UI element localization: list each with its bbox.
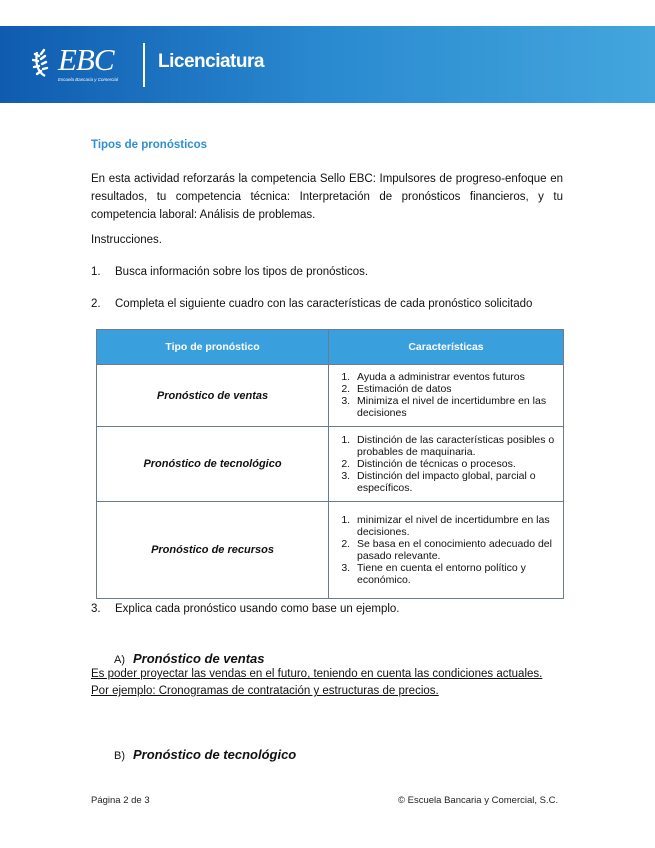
subsection-a-heading <box>114 651 264 666</box>
subsection-label: B) <box>114 750 125 762</box>
characteristics-cell <box>329 502 564 599</box>
table-row <box>97 365 564 427</box>
list-item: 1. Distinción de las características posibles o probables de maquinaria. <box>353 434 557 458</box>
list-item: 2. Se basa en el conocimiento adecuado del pasado relevante. <box>353 538 557 562</box>
characteristics-list <box>335 371 557 419</box>
list-item: 1. minimizar el nivel de incertidumbre en las decisiones. <box>353 514 557 538</box>
list-item: 2. Estimación de datos <box>353 383 557 395</box>
section-title: Tipos de pronósticos <box>91 139 208 151</box>
characteristics-cell <box>329 427 564 502</box>
table-row <box>97 427 564 502</box>
header-type: Tipo de pronóstico <box>97 330 329 365</box>
header-banner <box>0 26 655 103</box>
forecast-type: Pronóstico de recursos <box>97 502 329 599</box>
step-text: Busca información sobre los tipos de pronósticos. <box>115 266 369 278</box>
logo-subtext: Escuela Bancaria y Comercial <box>58 77 119 82</box>
subsection-label: A) <box>114 654 125 666</box>
list-item: 3. Distinción del impacto global, parcial o específicos. <box>353 470 557 494</box>
banner-title: Licenciatura <box>158 51 264 72</box>
list-item: 2. Distinción de técnicas o procesos. <box>353 458 557 470</box>
forecast-type: Pronóstico de ventas <box>97 365 329 427</box>
step-number: 3. <box>91 603 101 615</box>
logo-text: EBC <box>58 42 114 77</box>
subsection-title: Pronóstico de tecnológico <box>133 747 297 762</box>
characteristics-list <box>335 434 557 494</box>
instructions-label: Instrucciones. <box>91 234 162 246</box>
laurel-icon <box>32 46 58 78</box>
list-item: 3. Minimiza el nivel de incertidumbre en las decisiones <box>353 395 557 419</box>
step-number: 2. <box>91 298 101 310</box>
table-row <box>97 502 564 599</box>
step-text: Explica cada pronóstico usando como base un ejemplo. <box>115 603 400 615</box>
list-item: 1. Ayuda a administrar eventos futuros <box>353 371 557 383</box>
step-2 <box>91 298 532 310</box>
step-number: 1. <box>91 266 101 278</box>
step-3 <box>91 603 399 615</box>
subsection-title: Pronóstico de ventas <box>133 651 265 666</box>
list-item: 3. Tiene en cuenta el entorno político y económico. <box>353 562 557 586</box>
step-text: Completa el siguiente cuadro con las características de cada pronóstico solicitado <box>115 298 533 310</box>
intro-paragraph: En esta actividad reforzarás la competencia Sello EBC: Impulsores de progreso-enfoque en resultados, tu competencia técnica: Interpretación de pronósticos financieros, y tu competencia laboral: Análisis de problemas. <box>91 173 563 221</box>
answer-line: Por ejemplo: Cronogramas de contratación y estructuras de precios. <box>91 685 439 697</box>
subsection-b-heading <box>114 747 296 762</box>
footer-copyright: © Escuela Bancaria y Comercial, S.C. <box>398 795 559 806</box>
banner-divider <box>143 43 145 87</box>
ebc-logo <box>32 42 132 86</box>
forecast-table <box>96 329 564 599</box>
answer-line: Es poder proyectar las vendas en el futuro, teniendo en cuenta las condiciones actuales. <box>91 668 543 680</box>
characteristics-cell <box>329 365 564 427</box>
page-number: Página 2 de 3 <box>91 795 150 806</box>
table-header-row <box>97 330 564 365</box>
characteristics-list <box>335 514 557 586</box>
header-characteristics: Características <box>329 330 564 365</box>
forecast-type: Pronóstico de tecnológico <box>97 427 329 502</box>
step-1 <box>91 266 368 278</box>
